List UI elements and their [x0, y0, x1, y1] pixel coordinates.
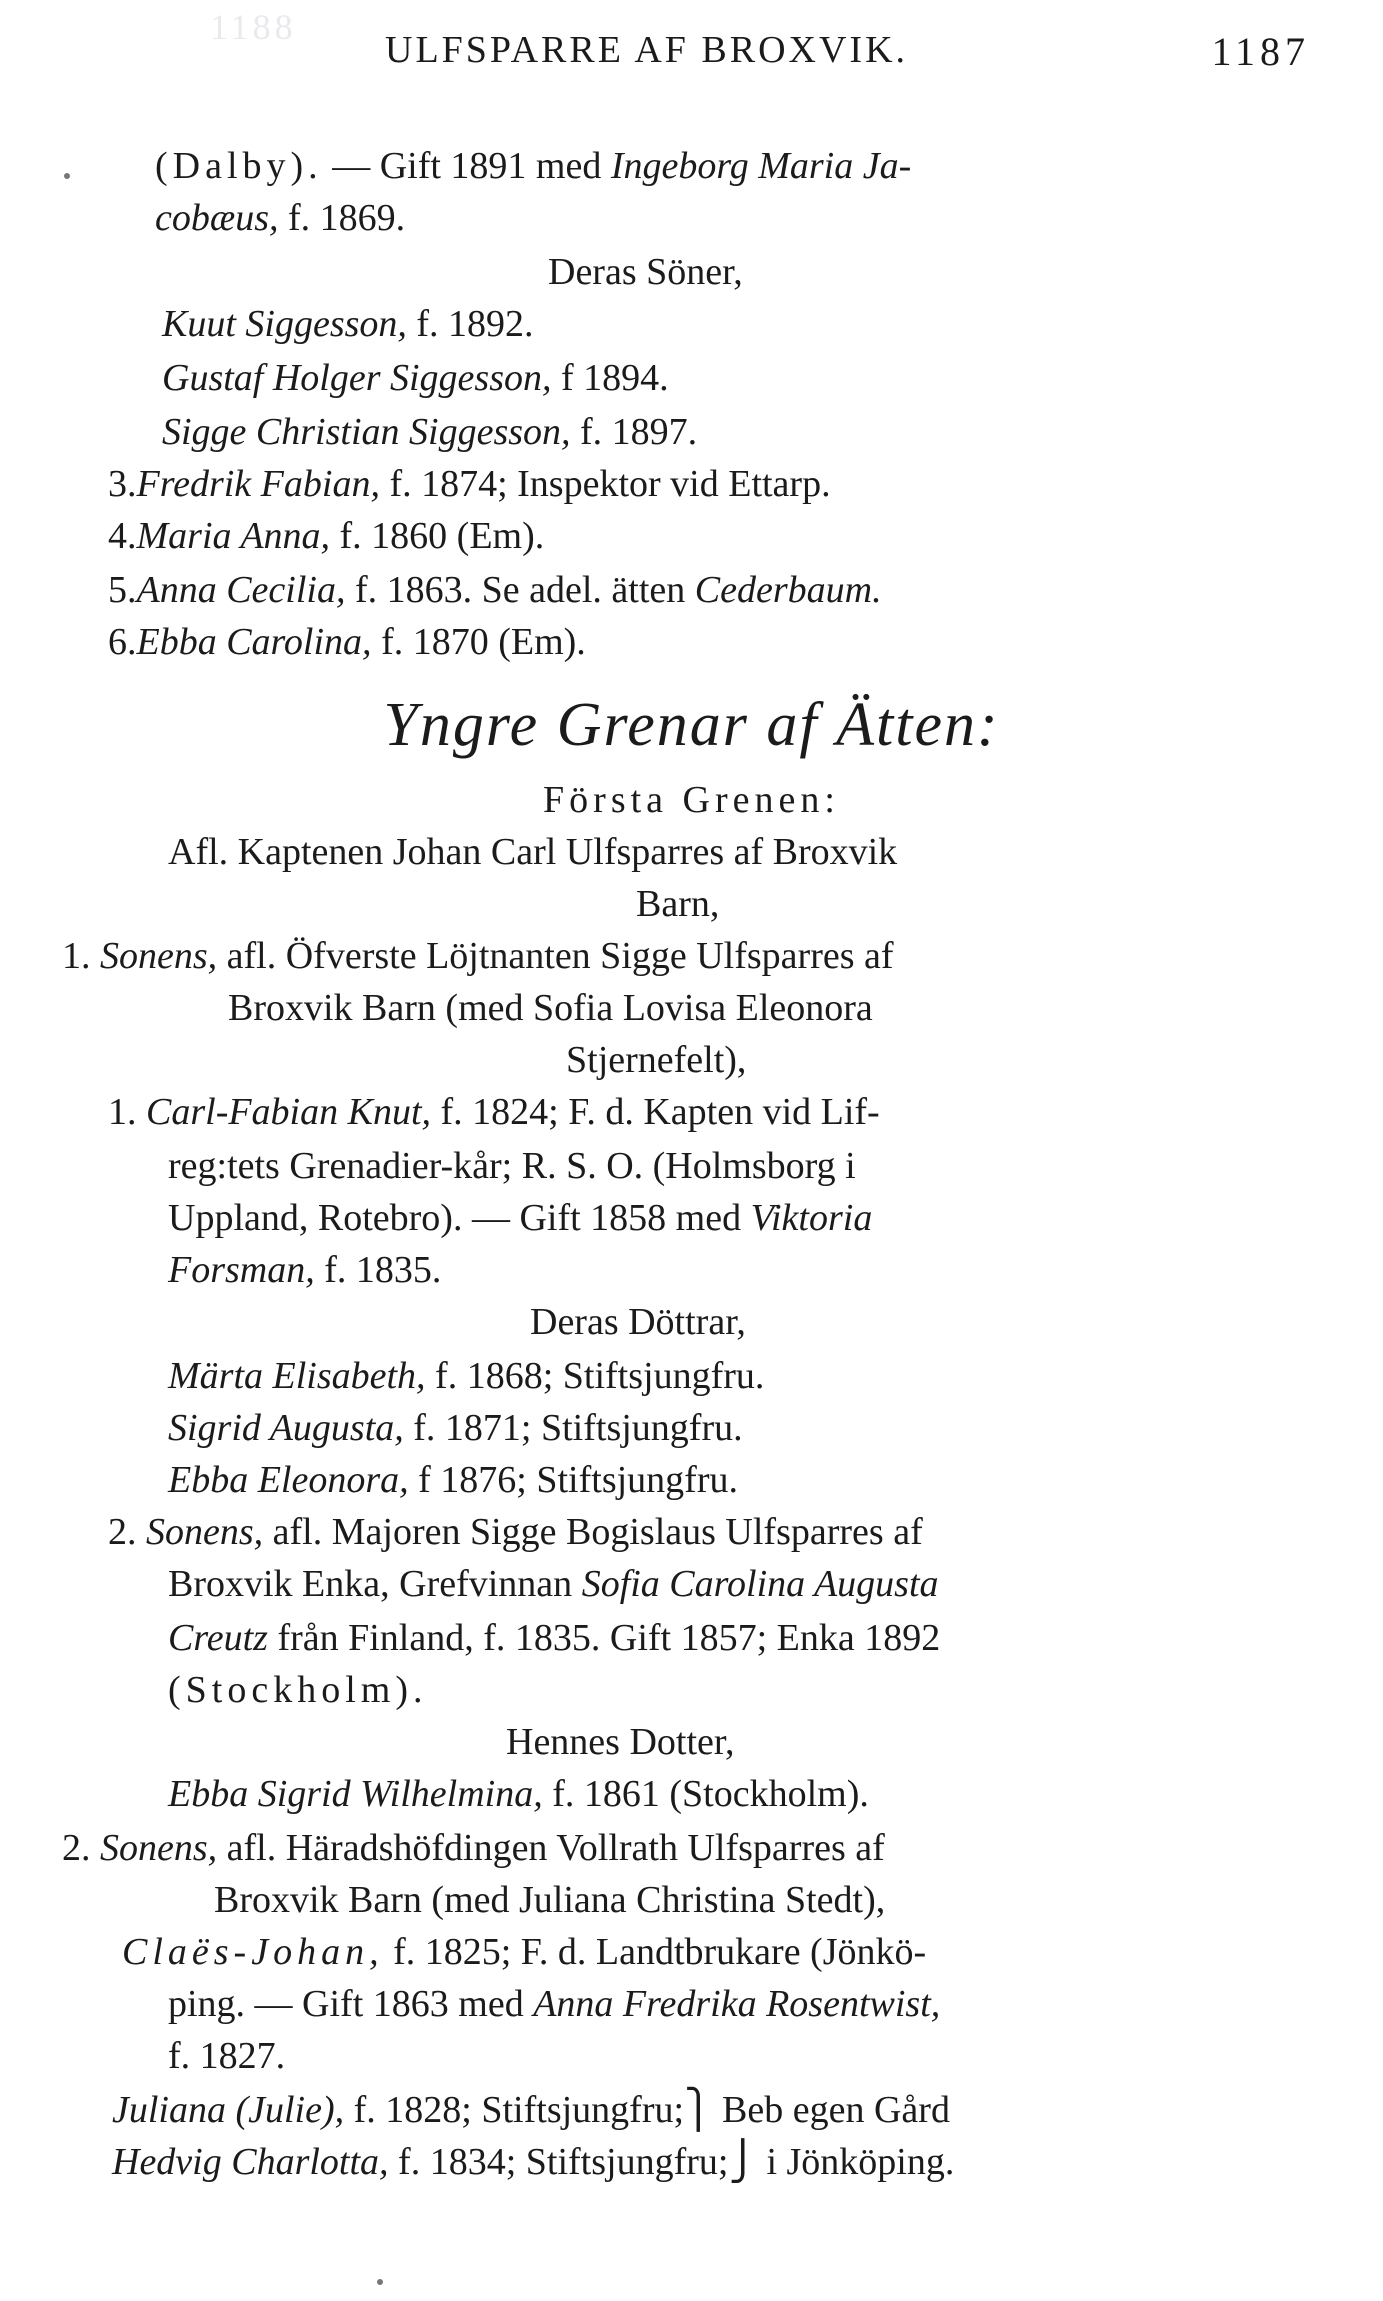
text-line: Juliana (Julie), f. 1828; Stiftsjungfru;⎫ Beb egen Gård	[112, 2089, 950, 2131]
bleed-through-decoration: 1188	[210, 7, 297, 47]
text-line: (Stockholm).	[168, 1669, 428, 1711]
text-line: Kuut Siggesson, f. 1892.	[162, 303, 534, 345]
text-line: Sigge Christian Siggesson, f. 1897.	[162, 411, 698, 453]
text-line: Broxvik Barn (med Sofia Lovisa Eleonora	[228, 987, 873, 1029]
text-line: Barn,	[636, 883, 720, 925]
text-line: f. 1827.	[168, 2035, 286, 2077]
text-line: Forsman, f. 1835.	[168, 1249, 442, 1291]
numbered-entry: 1. Sonens, afl. Öfverste Löjtnanten Sigge Ulfsparres af	[62, 935, 894, 977]
numbered-entry: 1. Carl-Fabian Knut, f. 1824; F. d. Kapten vid Lif-	[108, 1091, 880, 1133]
text-line: Ebba Eleonora, f 1876; Stiftsjungfru.	[168, 1459, 738, 1501]
text-line: Ebba Sigrid Wilhelmina, f. 1861 (Stockholm).	[168, 1773, 869, 1815]
subheading: Deras Döttrar,	[530, 1301, 746, 1343]
text-line: Hedvig Charlotta, f. 1834; Stiftsjungfru;⎭ i Jönköping.	[112, 2141, 955, 2183]
subheading: Hennes Dotter,	[506, 1721, 735, 1763]
text-line: Sigrid Augusta, f. 1871; Stiftsjungfru.	[168, 1407, 743, 1449]
text-line: Creutz från Finland, f. 1835. Gift 1857; Enka 1892	[168, 1617, 941, 1659]
numbered-entry: 2. Sonens, afl. Häradshöfdingen Vollrath Ulfsparres af	[62, 1827, 885, 1869]
section-heading: Yngre Grenar af Ätten:	[383, 691, 1000, 759]
text-line: Claës-Johan, f. 1825; F. d. Landtbrukare (Jönkö-	[122, 1931, 927, 1973]
margin-dot	[377, 2279, 383, 2285]
text-line: cobæus, f. 1869.	[155, 197, 406, 239]
text-line: Broxvik Barn (med Juliana Christina Stedt),	[214, 1879, 886, 1921]
numbered-entry: 3.Fredrik Fabian, f. 1874; Inspektor vid Ettarp.	[108, 463, 831, 505]
running-header-title: ULFSPARRE AF BROXVIK.	[385, 29, 909, 71]
subheading: Deras Söner,	[548, 251, 743, 293]
numbered-entry: 5.Anna Cecilia, f. 1863. Se adel. ätten Cederbaum.	[108, 569, 882, 611]
text-line: Uppland, Rotebro). — Gift 1858 med Viktoria	[168, 1197, 873, 1239]
page-number: 1187	[1211, 29, 1310, 74]
text-line: Broxvik Enka, Grefvinnan Sofia Carolina Augusta	[168, 1563, 939, 1605]
text-line: (Dalby). — Gift 1891 med Ingeborg Maria Ja-	[155, 145, 912, 187]
text-line: reg:tets Grenadier-kår; R. S. O. (Holmsborg i	[168, 1145, 856, 1187]
text-line: Gustaf Holger Siggesson, f 1894.	[162, 357, 669, 399]
numbered-entry: 2. Sonens, afl. Majoren Sigge Bogislaus Ulfsparres af	[108, 1511, 923, 1553]
branch-heading: Första Grenen:	[543, 779, 840, 821]
text-line: Märta Elisabeth, f. 1868; Stiftsjungfru.	[168, 1355, 765, 1397]
margin-dot	[64, 173, 70, 179]
text-line: Afl. Kaptenen Johan Carl Ulfsparres af Broxvik	[168, 831, 898, 873]
text-line: Stjernefelt),	[566, 1039, 747, 1081]
text-line: ping. — Gift 1863 med Anna Fredrika Rosentwist,	[168, 1983, 941, 2025]
numbered-entry: 4.Maria Anna, f. 1860 (Em).	[108, 515, 545, 557]
numbered-entry: 6.Ebba Carolina, f. 1870 (Em).	[108, 621, 586, 663]
